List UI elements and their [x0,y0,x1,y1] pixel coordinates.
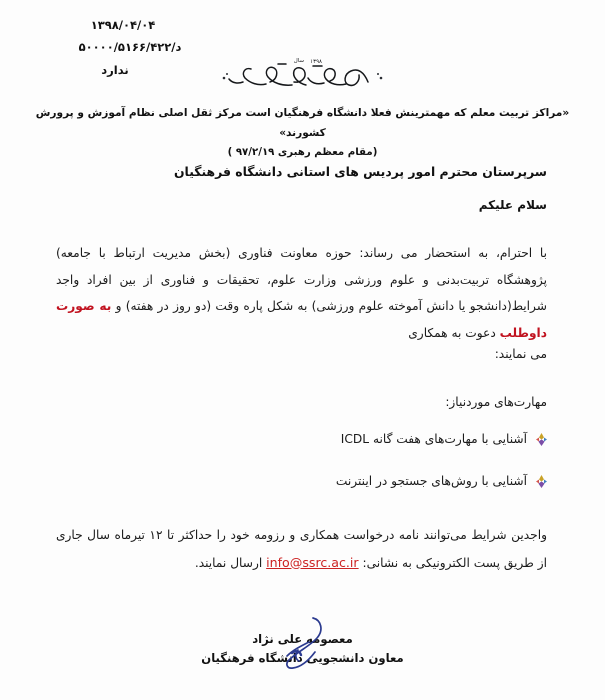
final-text-before: واجدین شرایط می‌توانند نامه درخواست همکاری و رزومه خود را حداکثر تا ۱۲ تیرماه سال جاری از طریق پست الکترونیکی به نشانی: [56,528,547,570]
leader-quote-block [20,104,585,164]
leader-quote-source: (مقام معظم رهبری ۹۷/۲/۱۹ ) [227,147,378,159]
body-paragraph [56,240,547,346]
contact-email-link[interactable]: info@ssrc.ac.ir [266,554,359,570]
final-text-after: ارسال نمایند. [194,555,267,570]
document-date: ۱۳۹۸/۰۴/۰۴ [90,18,156,32]
leader-quote-text: «مراکز تربیت معلم که مهمترینش فعلا دانشگاه فرهنگیان است مرکز ثقل اصلی نظام آموزش و پرورش کشورند» [35,107,570,139]
skill-item-label [341,432,527,446]
skill-item-text: آشنایی با روش‌های جستجو در اینترنت [335,474,527,488]
diamond-bullet-icon [536,433,547,446]
slogan-year-word: سال [293,58,304,64]
signatory-name: معصومه علی نژاد [252,632,353,646]
salutation-line: سلام علیکم [478,198,547,212]
signatory-role: معاون دانشجویی دانشگاه فرهنگیان [201,650,404,665]
skill-list-item [58,474,547,488]
body-closing-verb: می نمایند: [494,347,547,361]
skill-list-item [58,432,547,446]
body-paragraph-main: با احترام، به استحضار می رساند: حوزه معاونت فناوری (بخش مدیریت ارتباط با جامعه) پژوهشگاه تربیت‌بدنی و علوم ورزشی وزارت علوم، تحقیقات و فناوری از بین افراد واجد شرایط(دانشجو یا دانش آموخته علوم ورزشی) به شکل پاره وقت (دو روز در هفته) و [56,246,547,314]
slogan-calligraphy-icon [218,50,388,96]
final-instructions-paragraph [56,522,547,577]
body-paragraph-tail: دعوت به همکاری [408,325,500,340]
skill-item-latin: ICDL [340,432,370,446]
slogan-year-text: ۱۳۹۸ [309,59,322,65]
diamond-bullet-icon [536,475,547,488]
skill-item-label [336,474,527,488]
skill-item-text: آشنایی با مهارت‌های هفت گانه [369,432,527,446]
skills-section-title: مهارت‌های موردنیاز: [445,395,547,409]
addressee-line: سرپرستان محترم امور پردیس های استانی دانشگاه فرهنگیان [173,164,547,179]
signature-block [0,630,605,667]
document-attachment-label: ندارد [101,62,129,77]
header-meta-block [20,14,240,81]
document-reference-number: د/۵۰۰۰۰/۵۱۶۶/۴۲۲ [78,40,182,55]
body-highlight-volunteer: به صورت داوطلب [56,299,547,340]
